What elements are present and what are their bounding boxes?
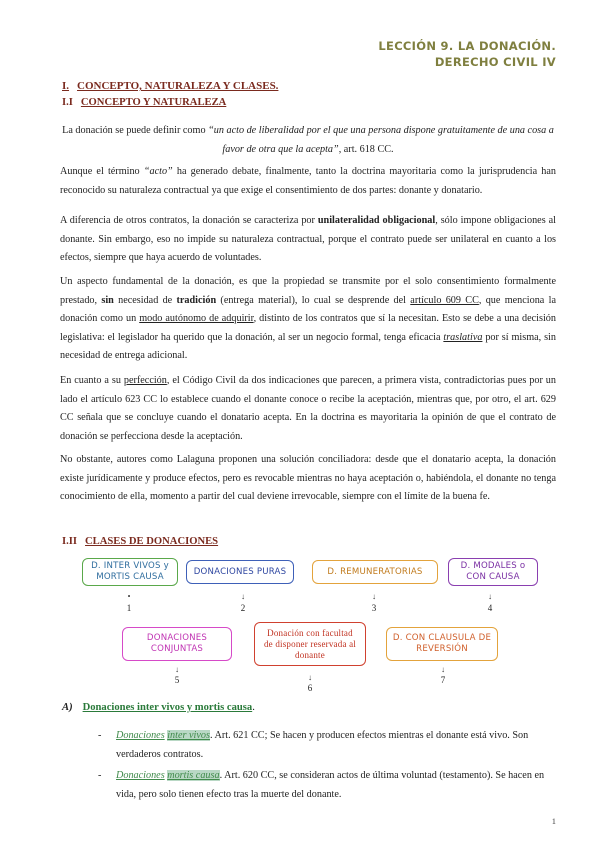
arrow-down-icon: ↓ (175, 665, 179, 674)
bullet-dash: - (98, 770, 102, 781)
p3-text-i: , distinto de los contratos que sí la necesitan. Esto se debe a una decisión legislativa: el legislador ha querido que la donación, al ser un negocio formal, tenga eficacia (60, 313, 556, 343)
p4-text-a: En cuanto a su (60, 375, 124, 386)
lesson-header (378, 38, 556, 70)
p1-text-b: “acto” (143, 166, 173, 177)
box3-label: D. REMUNERATORIAS (327, 566, 423, 577)
box-donaciones-puras (186, 560, 294, 584)
subsection-heading-1-1 (62, 97, 226, 108)
p3-text-c: necesidad de (113, 294, 177, 306)
arrow-down-icon: ↓ (488, 592, 492, 601)
box5-line1: DONACIONES (146, 633, 208, 643)
item1-text: . Art. 621 CC; Se hacen y producen efectos mientras el donante está vivo. Son verdaderos contratos. (116, 730, 529, 760)
item1-term: Donaciones (116, 730, 165, 741)
p3-text-g: , que menciona la donación como un (60, 294, 556, 325)
p3-text-f: artículo 609 CC (410, 294, 479, 306)
arrow-down-icon: ↓ (372, 592, 376, 601)
list-item (98, 727, 556, 764)
p1-text-a: Aunque el término (60, 166, 144, 177)
p3-text-k: por sí misma, sin necesidad de entrega adicional. (60, 331, 556, 362)
list-item (98, 767, 556, 804)
subheading-title: Donaciones inter vivos y mortis causa (82, 702, 253, 713)
p3-text-h: modo autónomo de adquirir (139, 313, 254, 325)
subsection-title: CLASES DE DONACIONES (85, 536, 219, 547)
box-inter-vivos-mortis-causa (82, 558, 178, 586)
p2-text-c: , sólo impone obligaciones al donante. Sin embargo, eso no impide su naturaleza contractual, porque el contrato puede ser unilateral en cuanto a los efectos, siempre que haya acuerdo de voluntades. (60, 215, 556, 264)
p3-text-a: Un aspecto fundamental de la donación, es que la propiedad se transmite por el solo consentimiento formalmente prestado, (60, 276, 556, 306)
item1-highlight: inter vivos (167, 730, 210, 741)
box6-line3: donante (295, 649, 325, 660)
box1-line1: D. INTER VIVOS y (91, 561, 169, 571)
subsection-number: I.I (62, 97, 73, 108)
number-4: 4 (487, 603, 493, 613)
number-1: 1 (126, 603, 132, 613)
p3-text-e: (entrega material), lo cual se desprende del (216, 294, 411, 306)
subsection-number: I.II (62, 536, 78, 547)
box-clausula-reversion (386, 627, 498, 661)
quote-intro: La donación se puede definir como (62, 125, 209, 136)
section-heading-1 (62, 80, 278, 92)
item2-term: Donaciones (116, 770, 165, 781)
box-conjuntas (122, 627, 232, 661)
paragraph-3 (60, 273, 556, 366)
p3-text-j: traslativa (443, 331, 483, 343)
box7-line1: D. CON CLAUSULA DE (392, 633, 492, 643)
subsection-heading-1-2 (62, 536, 218, 547)
number-3: 3 (371, 603, 377, 613)
number-2: 2 (240, 603, 246, 613)
page-number: 1 (551, 816, 556, 826)
p5-text-a: No obstante, autores como Lalaguna proponen una solución conciliadora: desde que el donatario acepta, la donación existe jurídicamente y produce efectos, pero es revocable mientras no haya aceptación o, habiéndola, el donante no tenga conocimiento de ella, momento a partir del cual deviene irrevocable, siempre con el límite de la buena fe. (60, 454, 556, 503)
number-6: 6 (307, 683, 313, 693)
bullet-dash: - (98, 730, 102, 741)
paragraph-1 (60, 163, 556, 200)
arrow-down-icon: ↓ (441, 665, 445, 674)
box6-line2: de disponer reservada al (263, 638, 356, 649)
quote-reference: , art. 618 CC. (338, 143, 394, 155)
p2-text-a: A diferencia de otros contratos, la donación se caracteriza por (60, 215, 318, 226)
definition-quote (60, 122, 556, 159)
p4-text-b: perfección (123, 375, 167, 386)
p3-text-b: sin (101, 294, 114, 306)
box6-line1: Donación con facultad (267, 627, 353, 638)
box2-label: DONACIONES PURAS (193, 566, 287, 577)
box4-line2: CON CAUSA (466, 572, 520, 582)
arrow-down-icon: • (127, 592, 131, 601)
paragraph-5 (60, 451, 556, 507)
p4-text-c: , el Código Civil da dos indicaciones que parecen, a primera vista, contradictorias pues por un lado el artículo 623 CC lo establece cuando el donante conoce o recibe la aceptación, mientras que, por otro, el art. 629 CC señala que se concluye cuando el donatario acepta. En la doctrina es mayoritaria la opinión de que el contrato de donación se perfecciona desde la aceptación. (60, 375, 556, 442)
arrow-down-icon: ↓ (241, 592, 245, 601)
number-5: 5 (174, 675, 180, 685)
p1-text-c: ha generado debate, finalmente, tanto la doctrina mayoritaria como la jurisprudencia han reconocido su naturaleza contractual ya que exige el consentimiento de dos partes: donante y donatario. (60, 166, 556, 196)
section-title: CONCEPTO, NATURALEZA Y CLASES. (77, 80, 279, 92)
paragraph-2 (60, 212, 556, 268)
subsection-title: CONCEPTO Y NATURALEZA (80, 97, 227, 108)
subheading-letter: A) (62, 702, 73, 713)
p3-text-d: tradición (176, 294, 217, 306)
box7-line2: REVERSIÓN (416, 644, 468, 654)
lesson-title: LECCIÓN 9. LA DONACIÓN. (378, 39, 556, 53)
item2-text: . Art. 620 CC, se consideran actos de última voluntad (testamento). Se hacen en vida, pero solo tienen efecto tras la muerte del donante. (116, 770, 545, 800)
section-number: I. (62, 80, 70, 92)
box-remuneratorias (312, 560, 438, 584)
arrow-down-icon: ↓ (308, 673, 312, 682)
subheading-a (62, 702, 255, 713)
box1-line2: MORTIS CAUSA (96, 572, 164, 582)
quote-text: “un acto de liberalidad por el que una persona dispone gratuitamente de una cosa a favor de otra que la acepta” (208, 125, 554, 155)
box4-line1: D. MODALES o (460, 561, 526, 571)
box-modales (448, 558, 538, 586)
paragraph-4 (60, 372, 556, 446)
subheading-dot: . (252, 702, 255, 713)
p2-text-b: unilateralidad obligacional (317, 215, 436, 226)
item2-highlight: mortis causa (167, 770, 220, 781)
subject-title: DERECHO CIVIL IV (434, 55, 556, 69)
box5-line2: CONJUNTAS (150, 644, 204, 654)
number-7: 7 (440, 675, 446, 685)
box-facultad-disponer (254, 622, 366, 666)
